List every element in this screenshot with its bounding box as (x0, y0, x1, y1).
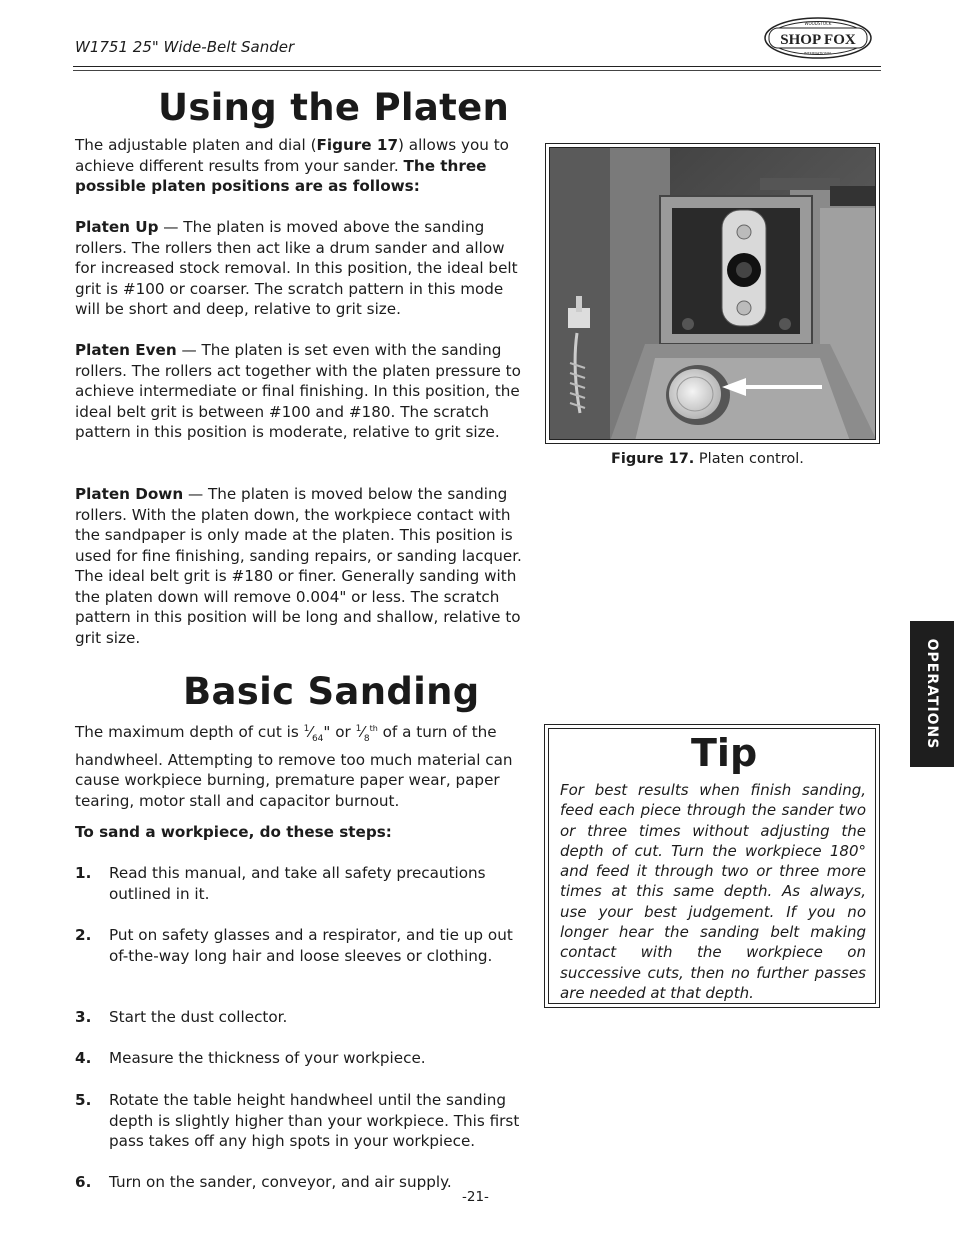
step-text: Turn on the sander, conveyor, and air supply. (109, 1173, 452, 1191)
manual-title: W1751 25" Wide-Belt Sander (75, 38, 295, 56)
basic-sanding-heading: Basic Sanding (183, 670, 480, 713)
step-number: 6. (75, 1173, 92, 1191)
operations-section-tab (910, 621, 954, 767)
steps-heading: To sand a workpiece, do these steps: (75, 823, 392, 841)
platen-intro: The adjustable platen and dial (Figure 17) allows you to achieve different results from your sander. The three possible platen positions are as follows: (75, 136, 509, 195)
step-text: Read this manual, and take all safety precautions outlined in it. (109, 864, 486, 903)
step-text: Rotate the table height handwheel until the sanding depth is slightly higher than your workpiece. This first pass takes off any high spots in your workpiece. (109, 1091, 520, 1150)
basic-sanding-intro: The maximum depth of cut is $^1⁄_{64}$" or $^1⁄_8^{th}$ of a turn of the handwheel. Attempting to remove too much material can cause workpiece burning, premature paper wear, paper tearing, motor stall and capacitor burnout. (75, 723, 513, 810)
tip-box (544, 724, 880, 1008)
page-number: -21- (462, 1189, 489, 1205)
logo-small-bottom: INTERNATIONAL (803, 51, 833, 56)
step-number: 2. (75, 926, 92, 944)
tip-title: Tip (691, 731, 758, 775)
platen-down-label: Platen Down (75, 485, 184, 503)
tip-body: For best results when finish sanding, feed each piece through the sander two or three times without adjusting the depth of cut. Turn the workpiece 180° and feed it through two or three more times at this same depth. As always, use your best judgement. If you no longer hear the sanding belt making contact with the workpiece on successive cuts, then no further passes are needed at that depth. (560, 781, 866, 1002)
section-tab-label: OPERATIONS (924, 638, 940, 750)
platen-up-paragraph: Platen Up — The platen is moved above the sanding rollers. The rollers then act like a drum sander and allow for increased stock removal. In this position, the ideal belt grit is #100 or coarser. The scratch pattern in this mode will be short and deep, relative to grit size. (75, 218, 518, 318)
shop-fox-logo (764, 17, 872, 59)
logo-small-top: WOODSTOCK (804, 21, 832, 26)
step-number: 4. (75, 1049, 92, 1067)
platen-control-photo (549, 147, 876, 440)
header-rule (73, 66, 881, 67)
platen-down-paragraph: Platen Down — The platen is moved below the sanding rollers. With the platen down, the workpiece contact with the sandpaper is only made at the platen. This position is used for fine finishing, sanding repairs, or sanding lacquer. The ideal belt grit is #180 or finer. Generally sanding with the platen down will remove 0.004" or less. The scratch pattern in this position will be long and shallow, relative to grit size. (75, 485, 522, 647)
header-rule-thin (73, 70, 881, 71)
platen-heading: Using the Platen (158, 86, 510, 129)
platen-up-label: Platen Up (75, 218, 159, 236)
step-number: 3. (75, 1008, 92, 1026)
platen-even-paragraph: Platen Even — The platen is set even with the sanding rollers. The rollers act together with the platen pressure to achieve intermediate or final finishing. In this position, the ideal belt grit is between #100 and #180. The scratch pattern in this position is moderate, relative to grit size. (75, 341, 521, 441)
figure-17-caption: Figure 17. Platen control. (611, 451, 804, 467)
step-text: Measure the thickness of your workpiece. (109, 1049, 426, 1067)
platen-even-label: Platen Even (75, 341, 177, 359)
step-number: 5. (75, 1091, 92, 1109)
figure-ref: Figure 17 (316, 136, 399, 154)
figure-17-frame (545, 143, 880, 444)
step-text: Start the dust collector. (109, 1008, 288, 1026)
step-text: Put on safety glasses and a respirator, and tie up out of-the-way long hair and loose sleeves or clothing. (109, 926, 513, 965)
logo-text: SHOP FOX (780, 32, 856, 48)
step-number: 1. (75, 864, 92, 882)
